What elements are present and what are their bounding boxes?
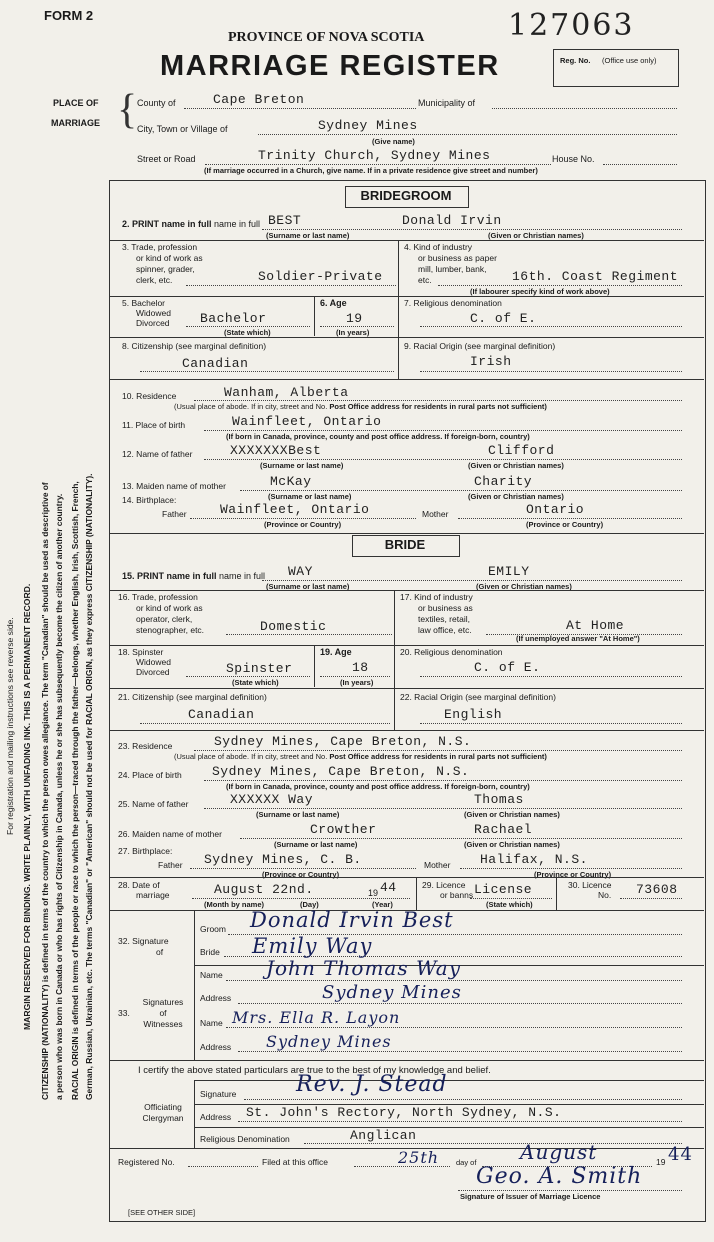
groom-industry-label-2: or business as paper [418, 253, 497, 263]
groom-trade-label-2: or kind of work as [136, 253, 203, 263]
margin-line-4: a person who was born in Canada or who has rights of Citizenship in Canada, unless he or she has subsequently become the citizen of another country. [54, 493, 64, 1100]
w1-address-signature: Sydney Mines [322, 982, 462, 1003]
bride-fbp-line [190, 868, 416, 869]
bride-name-line [262, 580, 682, 581]
groom-birth-value: Wainfleet, Ontario [232, 414, 382, 429]
bride-citizen-line [140, 723, 390, 724]
bride-trade-line [226, 634, 392, 635]
day-caption: (Day) [300, 900, 319, 909]
clergy-signature-label: Signature [200, 1089, 237, 1099]
groom-residence-label: 10. Residence [122, 391, 177, 401]
bride-residence-cap-2: Post Office address for residents in rural parts not sufficient) [329, 752, 547, 761]
date-label [118, 880, 170, 900]
groom-state-line [186, 326, 310, 327]
groom-mother-surname-cap: (Surname or last name) [268, 492, 352, 501]
groom-state-value: Bachelor [200, 311, 267, 326]
groom-mbp-caption: (Province or Country) [526, 520, 604, 529]
rule-1127 [194, 1127, 704, 1128]
clergy-label-2: Clergyman [142, 1113, 184, 1123]
groom-residence-caption [174, 402, 547, 411]
bride-state-value: Spinster [226, 661, 293, 676]
margin-line-1: For registration and mailing instructions see reverse side. [5, 617, 15, 835]
licence-line [470, 898, 552, 899]
bride-mother-surname-cap: (Surname or last name) [274, 840, 358, 849]
groom-fbp-line [190, 518, 416, 519]
bride-citizen-value: Canadian [188, 707, 255, 722]
groom-sig-label: Groom [200, 924, 226, 934]
day-of-label: day of [456, 1158, 477, 1167]
groom-trade-value: Soldier-Private [258, 269, 383, 284]
bride-state-caption: (State which) [232, 678, 279, 687]
groom-surname: BEST [268, 213, 302, 228]
groom-residence-value: Wanham, Alberta [224, 385, 349, 400]
bride-residence-value: Sydney Mines, Cape Breton, N.S. [214, 734, 472, 749]
groom-mbp-line [458, 518, 682, 519]
issuer-line [458, 1190, 682, 1191]
bride-age-caption: (In years) [340, 678, 374, 687]
licence-no-label-2: No. [598, 890, 612, 900]
witness-number: 33. [118, 1008, 130, 1018]
licence-caption: (State which) [486, 900, 533, 909]
groom-signature: Donald Irvin Best [250, 908, 454, 932]
street-line [205, 164, 551, 165]
groom-birth-label: 11. Place of birth [122, 420, 186, 430]
groom-industry-value: 16th. Coast Regiment [512, 269, 679, 284]
bride-religion-label: 20. Religious denomination [400, 647, 503, 657]
rule-1060 [110, 1060, 704, 1061]
w2-addr-line [238, 1051, 682, 1052]
municipality-line [492, 108, 677, 109]
margin-line-2: MARGIN RESERVED FOR BINDING. WRITE PLAINLY, WITH UNFADING INK. THIS IS A PERMANENT RECORD. [22, 583, 32, 1030]
bride-birth-caption: (If born in Canada, province, county and post office address. If foreign-born, country) [226, 782, 530, 791]
filed-year-prefix: 19 [656, 1157, 666, 1167]
bride-racial-line [420, 723, 682, 724]
groom-racial-line [420, 371, 682, 372]
bride-residence-cap-1: (Usual place of abode. If in city, street and No. [174, 752, 328, 761]
bride-residence-caption [174, 752, 547, 761]
bride-trade-label [118, 592, 204, 636]
groom-citizen-value: Canadian [182, 356, 249, 371]
bride-mother-given-cap: (Given or Christian names) [464, 840, 560, 849]
rule-1080 [194, 1080, 704, 1081]
groom-given: Donald Irvin [402, 213, 502, 228]
w2-name-signature: Mrs. Ella R. Layon [232, 1008, 401, 1027]
groom-mother-line [240, 490, 682, 491]
groom-mother-birthplace: Ontario [526, 502, 585, 517]
licence-value: License [474, 882, 533, 897]
sig-label-2: of [156, 947, 164, 957]
date-label-1: 28. Date of [118, 880, 160, 890]
groom-residence-cap-2: Post Office address for residents in rural parts not sufficient) [329, 402, 547, 411]
groom-mother-word: Mother [422, 509, 449, 519]
bride-father-surname: XXXXXX Way [230, 792, 314, 807]
licence-no-label [568, 880, 611, 900]
clergy-label [130, 1102, 196, 1124]
bride-age-label: 19. Age [320, 647, 352, 657]
groom-father-word: Father [162, 509, 187, 519]
sig-label-1: 32. Signature [118, 936, 169, 946]
groom-industry-caption: (If labourer specify kind of work above) [470, 287, 610, 296]
groom-trade-label-1: 3. Trade, profession [122, 242, 198, 252]
licence-no-label-1: 30. Licence [568, 880, 612, 890]
bride-spinster-3: Divorced [136, 667, 170, 677]
groom-mother-given-cap: (Given or Christian names) [468, 492, 564, 501]
groom-bachelor-1: 5. Bachelor [122, 298, 165, 308]
w1-addr-line [238, 1003, 682, 1004]
street-note: (If marriage occurred in a Church, give name. If in a private residence give street and number) [204, 166, 538, 175]
margin-line-6: German, Russian, Ukrainian, etc. The terms "Canadian" or "American" should not be used for RACIAL ORIGIN, as they express CITIZENSHIP (NATIONALITY). [84, 473, 94, 1100]
filed-day-value: 25th [398, 1148, 440, 1167]
filed-month-value: August [520, 1140, 598, 1164]
groom-print-label: 2. PRINT name in full name in full [122, 219, 261, 229]
bride-father-word: Father [158, 860, 183, 870]
licence-no-line [620, 898, 682, 899]
witness-label [130, 997, 196, 1030]
bride-surname-caption: (Surname or last name) [266, 582, 350, 591]
bride-father-line [204, 808, 682, 809]
bride-sig-label: Bride [200, 947, 220, 957]
clergy-label-1: Officiating [144, 1102, 182, 1112]
bride-age-line [320, 676, 390, 677]
house-line [603, 164, 677, 165]
bride-print-label: 15. PRINT name in full name in full [122, 571, 266, 581]
bride-given: EMILY [488, 564, 530, 579]
rule-590 [110, 590, 704, 591]
bride-header: BRIDE [384, 537, 426, 552]
witness-label-2: of [159, 1008, 167, 1018]
groom-given-caption: (Given or Christian names) [488, 231, 584, 240]
rule-688 [110, 688, 704, 689]
marriage-year-value: 44 [380, 880, 397, 895]
w1-name-label: Name [200, 970, 223, 980]
groom-father-birthplace: Wainfleet, Ontario [220, 502, 370, 517]
w1-name-line [226, 980, 682, 981]
bride-surname: WAY [288, 564, 313, 579]
groom-header: BRIDEGROOM [360, 188, 452, 203]
bride-industry-label-3: textiles, retail, [418, 614, 470, 624]
bride-mother-word: Mother [424, 860, 451, 870]
year-caption: (Year) [372, 900, 393, 909]
city-value: Sydney Mines [318, 118, 418, 133]
groom-father-surname: XXXXXXXBest [230, 443, 322, 458]
bride-residence-label: 23. Residence [118, 741, 173, 751]
v-bride-age-left [314, 645, 315, 687]
bride-spinster-label [118, 647, 171, 677]
groom-trade-label [122, 242, 203, 286]
w1-addr-label: Address [200, 993, 232, 1003]
place-label-1: PLACE OF [53, 98, 99, 108]
groom-father-label: 12. Name of father [122, 449, 193, 459]
groom-industry-label-3: mill, lumber, bank, [418, 264, 487, 274]
w1-name-signature: John Thomas Way [266, 956, 461, 980]
groom-mother-surname: McKay [270, 474, 312, 489]
clergy-signature: Rev. J. Stead [296, 1072, 448, 1097]
groom-racial-value: Irish [470, 354, 512, 369]
clergy-denomination-value: Anglican [350, 1128, 417, 1143]
groom-birth-caption: (If born in Canada, province, county and post office address. If foreign-born, country) [226, 432, 530, 441]
w2-name-line [226, 1027, 682, 1028]
clergy-sig-line [244, 1099, 682, 1100]
bride-mother-given: Rachael [474, 822, 533, 837]
rule-296 [110, 296, 704, 297]
date-label-2: marriage [136, 890, 170, 900]
w2-address-signature: Sydney Mines [266, 1032, 392, 1051]
bride-father-label: 25. Name of father [118, 799, 189, 809]
bride-given-caption: (Given or Christian names) [476, 582, 572, 591]
rule-877 [110, 877, 704, 878]
groom-religion-line [420, 326, 682, 327]
groom-state-caption: (State which) [224, 328, 271, 337]
licence-label-1: 29. Licence [422, 880, 466, 890]
margin-line-3: CITIZENSHIP (NATIONALITY) is defined in terms of the country to which the person owes allegiance. The term "Canadian" should be used as descriptive of [40, 482, 50, 1100]
bride-mother-line [240, 838, 682, 839]
city-label: City, Town or Village of [137, 124, 228, 134]
bride-fbp-caption: (Province or Country) [262, 870, 340, 879]
licence-label [422, 880, 473, 900]
bride-industry-label-2: or business as [418, 603, 473, 613]
reg-no-box [553, 49, 679, 87]
form-number: FORM 2 [44, 8, 94, 23]
bride-print-text: 15. PRINT name in full [122, 571, 217, 581]
bride-age-value: 18 [352, 660, 369, 675]
groom-father-line [204, 459, 682, 460]
groom-residence-cap-1: (Usual place of abode. If in city, street and No. [174, 402, 328, 411]
w2-addr-label: Address [200, 1042, 232, 1052]
groom-religion-label: 7. Religious denomination [404, 298, 502, 308]
issuer-caption: Signature of Issuer of Marriage Licence [460, 1192, 601, 1201]
groom-trade-label-3: spinner, grader, [136, 264, 195, 274]
bride-spinster-1: 18. Spinster [118, 647, 164, 657]
groom-industry-line [438, 285, 682, 286]
bride-state-line [186, 676, 310, 677]
street-label: Street or Road [137, 154, 196, 164]
reg-no-label: Reg. No. [560, 56, 591, 65]
handwritten-number: 127063 [508, 8, 635, 43]
bride-father-birthplace: Sydney Mines, C. B. [204, 852, 362, 867]
bride-father-given-cap: (Given or Christian names) [464, 810, 560, 819]
certify-text: I certify the above stated particulars are true to the best of my knowledge and belief. [138, 1065, 491, 1076]
bride-mbp-caption: (Province or Country) [534, 870, 612, 879]
v-age-left [314, 296, 315, 336]
office-use-label: (Office use only) [602, 56, 657, 65]
clergy-denomination-label: Religious Denomination [200, 1134, 290, 1144]
bride-trade-label-3: operator, clerk, [136, 614, 193, 624]
groom-bachelor-3: Divorced [136, 318, 170, 328]
bride-mother-label: 26. Maiden name of mother [118, 829, 222, 839]
groom-birthplace-label: 14. Birthplace: [122, 495, 177, 505]
issuer-signature: Geo. A. Smith [476, 1164, 643, 1189]
groom-father-given: Clifford [488, 443, 555, 458]
groom-father-surname-cap: (Surname or last name) [260, 461, 344, 470]
bride-birth-value: Sydney Mines, Cape Breton, N.S. [212, 764, 470, 779]
clergy-address-value: St. John's Rectory, North Sydney, N.S. [246, 1105, 562, 1120]
bride-father-given: Thomas [474, 792, 524, 807]
groom-citizen-label: 8. Citizenship (see marginal definition) [122, 341, 267, 351]
bride-birthplace-label: 27. Birthplace: [118, 846, 173, 856]
groom-trade-line [186, 285, 396, 286]
groom-industry-label-4: etc. [418, 275, 432, 285]
v-citizen-groom [398, 337, 399, 379]
sig-label [118, 936, 169, 958]
bride-religion-line [420, 676, 682, 677]
clergy-addr-line [238, 1121, 682, 1122]
groom-birth-line [204, 430, 682, 431]
licence-no-value: 73608 [636, 882, 678, 897]
groom-bachelor-label [122, 298, 171, 328]
county-line [184, 108, 416, 109]
groom-industry-label-1: 4. Kind of industry [404, 242, 473, 252]
rule-730 [110, 730, 704, 731]
bride-trade-label-1: 16. Trade, profession [118, 592, 198, 602]
bride-citizen-label: 21. Citizenship (see marginal definition) [118, 692, 267, 702]
bride-racial-label: 22. Racial Origin (see marginal definition) [400, 692, 556, 702]
rule-337 [110, 337, 704, 338]
registered-label: Registered No. [118, 1157, 175, 1167]
bride-industry-label [400, 592, 473, 636]
rule-379 [110, 379, 704, 380]
county-value: Cape Breton [213, 92, 305, 107]
groom-name-line [262, 229, 682, 230]
street-value: Trinity Church, Sydney Mines [258, 148, 491, 163]
bride-trade-label-4: stenographer, etc. [136, 625, 205, 635]
give-name-caption: (Give name) [372, 137, 415, 146]
groom-age-caption: (In years) [336, 328, 370, 337]
groom-fbp-caption: (Province or Country) [264, 520, 342, 529]
bride-birth-line [204, 780, 682, 781]
clergy-address-label: Address [200, 1112, 232, 1122]
form-title: MARRIAGE REGISTER [160, 50, 500, 82]
filed-label: Filed at this office [262, 1157, 328, 1167]
groom-trade-label-4: clerk, etc. [136, 275, 173, 285]
groom-industry-label [404, 242, 497, 286]
groom-citizen-line [140, 371, 394, 372]
bride-residence-line [194, 750, 682, 751]
v-sig-divider [194, 910, 195, 1060]
margin-line-5: RACIAL ORIGIN is defined in terms of the people or race to which the person—traced through the father—belongs, whether English, Irish, Scottish, French, [70, 481, 80, 1100]
groom-racial-label: 9. Racial Origin (see marginal definition) [404, 341, 556, 351]
bride-mother-surname: Crowther [310, 822, 377, 837]
v-licence-no [556, 877, 557, 910]
v-divider-bride [394, 590, 395, 730]
groom-mother-given: Charity [474, 474, 533, 489]
rule-533 [110, 533, 704, 534]
bride-industry-label-4: law office, etc. [418, 625, 472, 635]
bride-religion-value: C. of E. [474, 660, 541, 675]
county-label: County of [137, 98, 176, 108]
v-date-licence [416, 877, 417, 910]
place-label-2: MARRIAGE [51, 118, 100, 128]
licence-label-2: or banns [440, 890, 474, 900]
groom-print-text: 2. PRINT name in full [122, 219, 212, 229]
bride-industry-caption: (If unemployed answer "At Home") [516, 634, 640, 643]
groom-residence-line [194, 400, 682, 401]
bride-mother-birthplace: Halifax, N.S. [480, 852, 588, 867]
bride-signature: Emily Way [252, 934, 373, 958]
groom-age-line [320, 326, 394, 327]
groom-bachelor-2: Widowed [136, 308, 171, 318]
bride-trade-label-2: or kind of work as [136, 603, 203, 613]
brace-glyph: { [117, 87, 138, 133]
groom-mother-label: 13. Maiden name of mother [122, 481, 226, 491]
bride-trade-value: Domestic [260, 619, 327, 634]
province-heading: PROVINCE OF NOVA SCOTIA [228, 30, 425, 45]
bride-birth-label: 24. Place of birth [118, 770, 182, 780]
bride-industry-label-1: 17. Kind of industry [400, 592, 473, 602]
bride-racial-value: English [444, 707, 503, 722]
bride-mbp-line [460, 868, 682, 869]
bride-industry-value: At Home [566, 618, 625, 633]
rule-645 [110, 645, 704, 646]
municipality-label: Municipality of [418, 98, 476, 108]
house-label: House No. [552, 154, 595, 164]
witness-label-3: Witnesses [143, 1019, 183, 1029]
groom-age-label: 6. Age [320, 298, 347, 308]
filed-year-value: 44 [668, 1144, 693, 1165]
groom-father-given-cap: (Given or Christian names) [468, 461, 564, 470]
groom-religion-value: C. of E. [470, 311, 537, 326]
rule-240 [110, 240, 704, 241]
registered-line [188, 1166, 258, 1167]
city-line [258, 134, 677, 135]
marriage-year-prefix: 19 [368, 888, 379, 898]
marriage-date-value: August 22nd. [214, 882, 314, 897]
groom-age-value: 19 [346, 311, 363, 326]
date-line [192, 898, 410, 899]
bride-spinster-2: Widowed [136, 657, 171, 667]
bride-father-surname-cap: (Surname or last name) [256, 810, 340, 819]
see-other-side: [SEE OTHER SIDE] [128, 1208, 196, 1217]
clergy-denom-line [304, 1143, 682, 1144]
witness-label-1: Signatures [142, 997, 184, 1007]
w2-name-label: Name [200, 1018, 223, 1028]
month-caption: (Month by name) [204, 900, 264, 909]
groom-surname-caption: (Surname or last name) [266, 231, 350, 240]
